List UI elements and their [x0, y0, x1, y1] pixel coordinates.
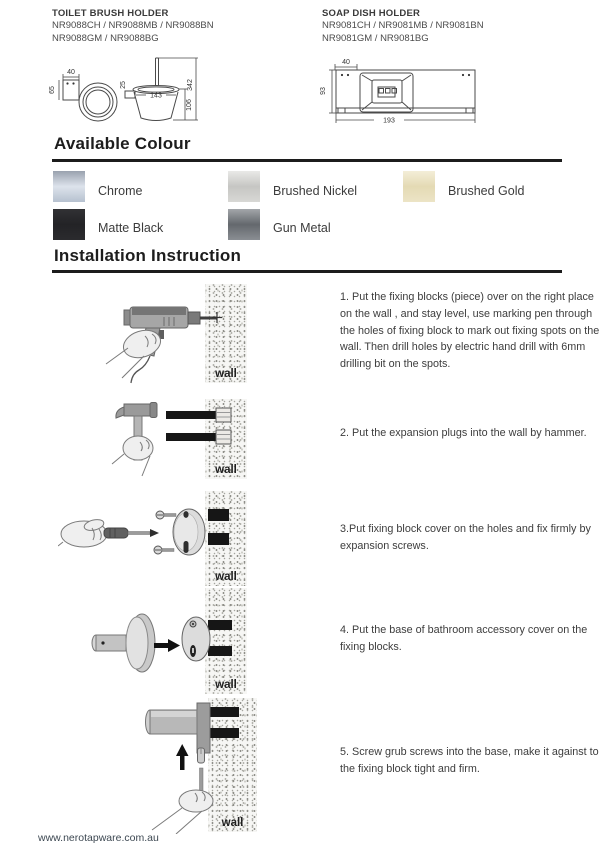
swatch-chrome [53, 171, 85, 202]
hand [58, 518, 107, 547]
product-models-line2: NR9081GM / NR9081BG [322, 33, 429, 44]
hand [112, 436, 153, 476]
section-divider [52, 159, 562, 162]
dim-height: 93 [320, 87, 327, 95]
product-models-line2: NR9088GM / NR9088BG [52, 33, 159, 44]
product-models-line1: NR9081CH / NR9081MB / NR9081BN [322, 20, 484, 31]
dim-width: 143 [150, 92, 162, 100]
swatch-brushed-gold [403, 171, 435, 202]
accessory-base-mounting-illustration [90, 598, 250, 688]
dim-arm: 25 [120, 81, 127, 89]
swatch-gun-metal [228, 209, 260, 240]
product-header-toilet-brush [52, 8, 214, 45]
section-divider [52, 270, 562, 273]
dim-total-height: 342 [187, 79, 194, 91]
wall-plugs [208, 509, 229, 545]
wall-label: wall [215, 368, 237, 380]
step-2-text: 2. Put the expansion plugs into the wall by hammer. [340, 427, 587, 439]
electric-drill-illustration [100, 286, 230, 386]
wall-label: wall [215, 464, 237, 476]
soap-dish-holder-dimension-drawing [310, 55, 510, 135]
dim-cup-height: 106 [186, 99, 193, 111]
wall-label: wall [215, 571, 237, 583]
step-5-text: 5. Screw grub screws into the base, make it against to the fixing block tight and firm. [340, 746, 599, 775]
screwdriver [104, 528, 159, 538]
expansion-plugs [166, 408, 231, 444]
swatch-label-brushed-gold: Brushed Gold [448, 184, 525, 198]
wall-label: wall [215, 679, 237, 691]
product-title: TOILET BRUSH HOLDER [52, 8, 169, 19]
installation-instruction-heading: Installation Instruction [54, 246, 242, 265]
up-arrow [176, 744, 189, 770]
fixing-block-cover [173, 509, 205, 555]
product-title: SOAP DISH HOLDER [322, 8, 421, 19]
swatch-label-matte-black: Matte Black [98, 221, 164, 235]
grub-screw [198, 748, 205, 763]
swatch-label-gun-metal: Gun Metal [273, 221, 331, 235]
fixing-block [182, 617, 210, 661]
hand-with-tool [152, 768, 213, 834]
dim-width: 193 [383, 117, 395, 125]
dim-mount-width: 40 [342, 59, 350, 66]
swatch-label-brushed-nickel: Brushed Nickel [273, 184, 358, 198]
step-1-text: 1. Put the fixing blocks (piece) over on the right place on the wall , and stay level, use marking pen through the holes of fixing block to mark out fixing spots on the wall. Then drill holes by electric hand drill with 6mm drilling bit on the spots. [340, 291, 600, 371]
dim-mount-width: 40 [67, 69, 75, 76]
hammer-expansion-plugs-illustration [110, 398, 250, 482]
product-header-soap-dish [322, 8, 484, 45]
product-models-line1: NR9088CH / NR9088MB / NR9088BN [52, 20, 214, 31]
wall-label: wall [221, 817, 244, 829]
swatch-label-chrome: Chrome [98, 184, 143, 198]
accessory-base [92, 614, 155, 672]
step-4-text: 4. Put the base of bathroom accessory cover on the fixing blocks. [340, 624, 588, 653]
wall-plugs [210, 707, 239, 738]
toilet-brush-holder-dimension-drawing [40, 55, 240, 135]
grub-screw-tightening-illustration [140, 698, 257, 834]
mounted-base [146, 703, 211, 753]
screwdriver-fixing-cover-illustration [58, 498, 250, 590]
swatch-matte-black [53, 209, 85, 240]
step-3-text: 3.Put fixing block cover on the holes and fix firmly by expansion screws. [340, 523, 591, 552]
wall-plugs [208, 620, 232, 656]
footer-website-url[interactable]: www.nerotapware.com.au [38, 832, 159, 844]
swatch-brushed-nickel [228, 171, 260, 202]
dim-mount-height: 65 [49, 86, 56, 94]
direction-arrow [154, 639, 180, 652]
available-colour-heading: Available Colour [54, 134, 191, 153]
